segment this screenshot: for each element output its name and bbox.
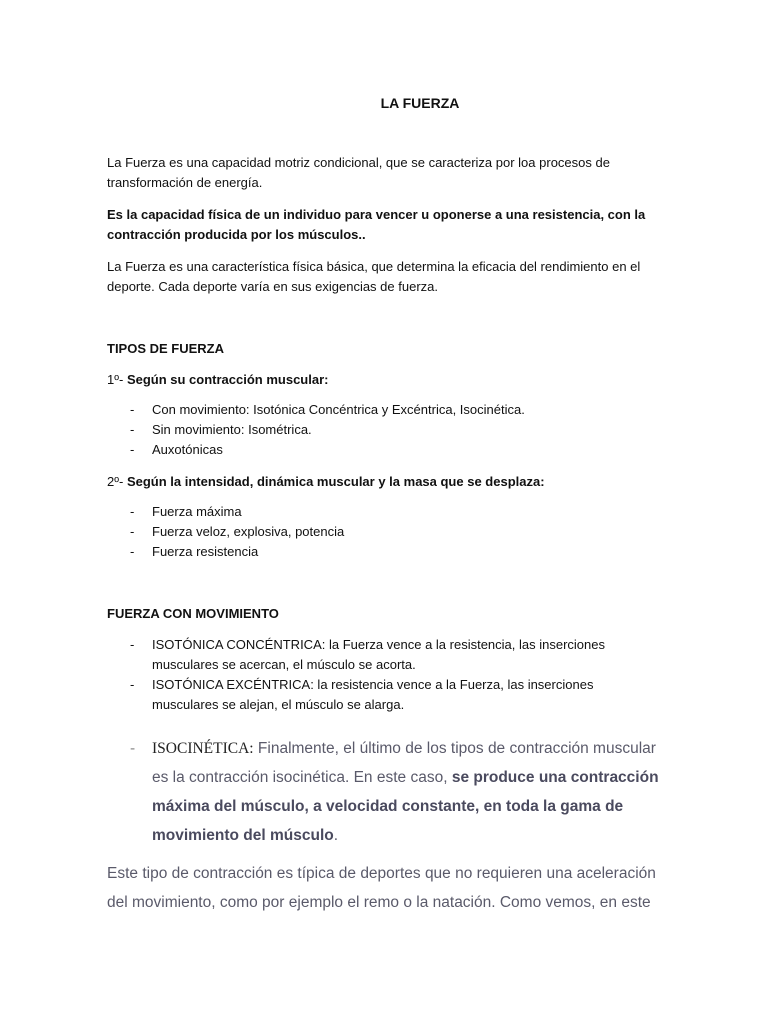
group-2-title [107, 472, 667, 492]
closing-paragraph: Este tipo de contracción es típica de deportes que no requieren una aceleración del movimiento, como por ejemplo el remo o la natación. Como vemos, en este [107, 865, 656, 911]
section-heading-tipos: TIPOS DE FUERZA [107, 341, 225, 356]
item-text: la resistencia vence a la Fuerza, las inserciones musculares se alejan, el músculo se alarga. [152, 677, 594, 712]
dash-bullet: - [130, 504, 135, 519]
isocinetica-emphasis: se produce una contracción máxima del músculo, a velocidad constante, en toda la gama de movimiento del músculo [152, 769, 659, 844]
group-1-label: Según su contracción muscular: [126, 372, 329, 387]
group-2-number: 2º- [107, 474, 124, 489]
item-label: ISOTÓNICA CONCÉNTRICA: [152, 637, 326, 652]
isocinetica-label: ISOCINÉTICA: [152, 740, 254, 757]
list-item: - Fuerza veloz, explosiva, potencia [130, 522, 650, 542]
dash-bullet: - [130, 637, 135, 652]
isocinetica-item [130, 734, 670, 850]
dash-bullet: - [130, 544, 135, 559]
intro-paragraph-2: Es la capacidad física de un individuo para vencer u oponerse a una resistencia, con la contracción producida por los músculos.. [107, 207, 646, 242]
list-item: - Sin movimiento: Isométrica. [130, 420, 650, 440]
section-heading-movimiento: FUERZA CON MOVIMIENTO [107, 606, 279, 621]
intro-paragraph-3: La Fuerza es una característica física básica, que determina la eficacia del rendimiento en el deporte. Cada deporte varía en sus exigencias de fuerza. [107, 259, 641, 294]
isocinetica-text: ISOCINÉTICA: Finalmente, el último de los tipos de contracción muscular es la contracción isocinética. En este caso, se produce una contracción máxima del músculo, a velocidad constante, en toda la gama de movimiento del músculo. [152, 740, 659, 844]
list-item: - Fuerza resistencia [130, 542, 650, 562]
group-1-number: 1º- [107, 372, 124, 387]
movement-list [130, 635, 650, 715]
item-text: la Fuerza vence a la resistencia, las inserciones musculares se acercan, el músculo se acorta. [152, 637, 605, 672]
list-item [130, 635, 650, 675]
intro-paragraph-1: La Fuerza es una capacidad motriz condicional, que se caracteriza por loa procesos de transformación de energía. [107, 155, 610, 190]
dash-bullet: - [130, 524, 135, 539]
item-label: ISOTÓNICA EXCÉNTRICA: [152, 677, 314, 692]
group-1-title [107, 370, 667, 390]
dash-bullet: - [130, 740, 136, 757]
dash-bullet: - [130, 677, 135, 692]
group-1-list [130, 400, 650, 460]
dash-bullet: - [130, 422, 135, 437]
list-item: - Con movimiento: Isotónica Concéntrica y Excéntrica, Isocinética. [130, 400, 650, 420]
dash-bullet: - [130, 402, 135, 417]
page-title: LA FUERZA [380, 95, 460, 111]
group-2-label: Según la intensidad, dinámica muscular y la masa que se desplaza: [126, 474, 545, 489]
dash-bullet: - [130, 442, 135, 457]
list-item: - Auxotónicas [130, 440, 650, 460]
list-item: - Fuerza máxima [130, 502, 650, 522]
group-2-list [130, 502, 650, 562]
list-item [130, 675, 650, 715]
